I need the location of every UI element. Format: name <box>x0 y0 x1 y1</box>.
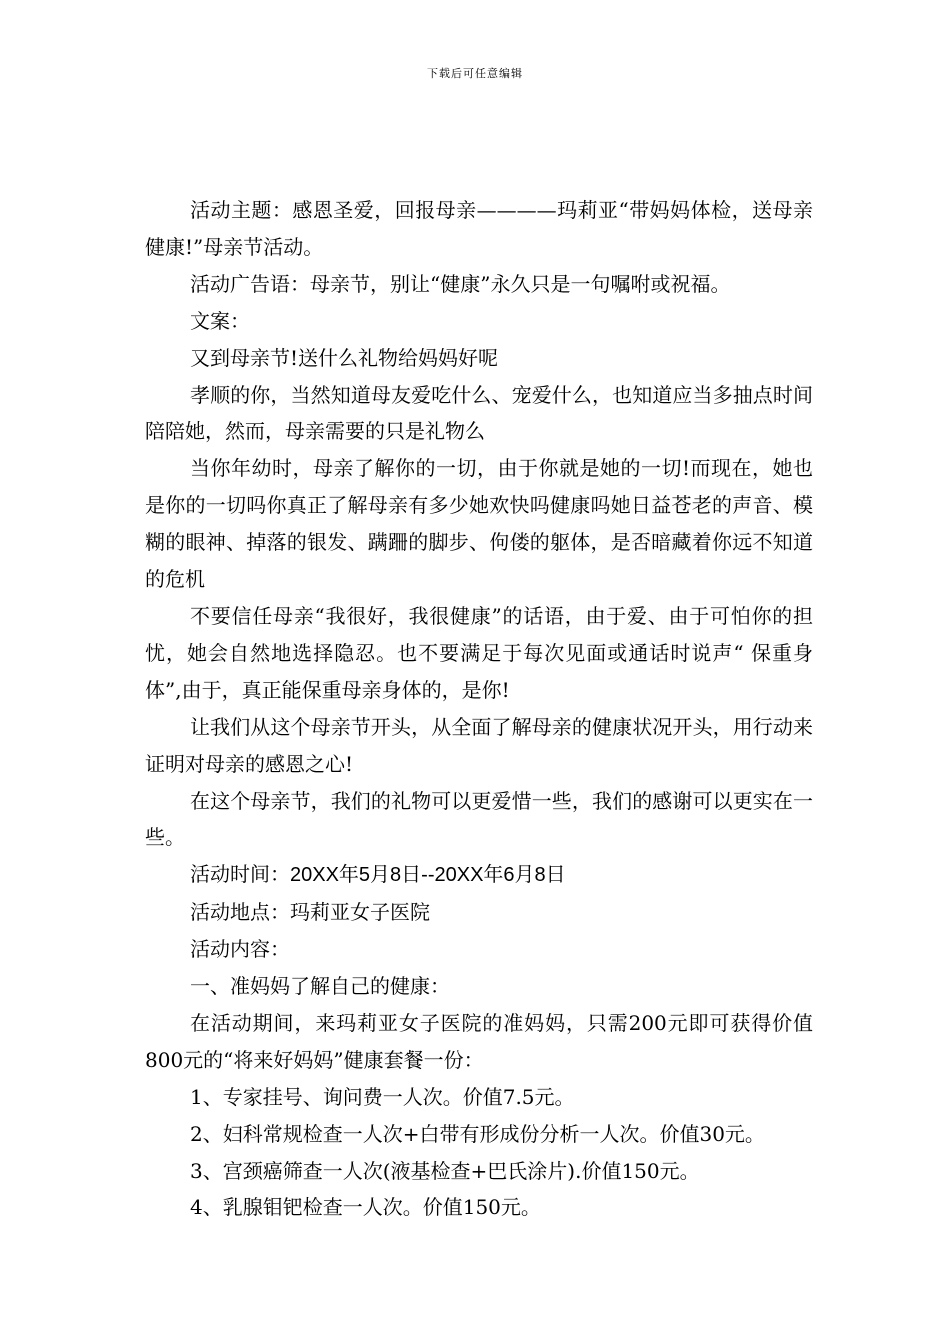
paragraph-offer: 在活动期间，来玛莉亚女子医院的准妈妈，只需200元即可获得价值800元的“将来好妈妈”健康套餐一份： <box>145 1010 813 1072</box>
section-heading: 一、准妈妈了解自己的健康： <box>190 974 450 999</box>
time-value: 20XX年5月8日--20XX年6月8日 <box>290 864 566 887</box>
paragraph-filial: 孝顺的你，当然知道母友爱吃什么、宠爱什么，也知道应当多抽点时间陪陪她，然而，母亲需要的只是礼物么 <box>145 382 813 444</box>
paragraph-time <box>145 856 813 894</box>
list-item: 2、妇科常规检查一人次+白带有形成份分析一人次。价值30元。 <box>190 1121 765 1146</box>
list-item: 3、宫颈癌筛查一人次(液基检查+巴氏涂片).价值150元。 <box>190 1158 700 1183</box>
list-item: 1、专家挂号、询问费一人次。价值7.5元。 <box>190 1084 575 1109</box>
list-item: 4、乳腺钼钯检查一人次。价值150元。 <box>190 1195 541 1220</box>
paragraph-gift: 在这个母亲节，我们的礼物可以更爱惜一些，我们的感谢可以更实在一些。 <box>145 788 813 850</box>
paragraph-content-label: 活动内容： <box>190 937 290 962</box>
paragraph-question: 又到母亲节!送什么礼物给妈妈好呢 <box>190 345 499 370</box>
paragraph-copy-label: 文案： <box>190 308 250 333</box>
document-body <box>145 192 813 1226</box>
paragraph-childhood: 当你年幼时，母亲了解你的一切，由于你就是她的一切!而现在，她也是你的一切吗你真正了解母亲有多少她欢快吗健康吗她日益苍老的声音、模糊的眼神、掉落的银发、蹒跚的脚步、佝偻的躯体，是否暗藏着你远不知道的危机 <box>145 456 813 592</box>
page-header-note: 下载后可任意编辑 <box>427 67 523 80</box>
paragraph-theme: 活动主题：感恩圣爱，回报母亲————玛莉亚“带妈妈体检，送母亲健康!”母亲节活动。 <box>145 198 813 259</box>
paragraph-place: 活动地点：玛莉亚女子医院 <box>190 900 430 925</box>
paragraph-slogan: 活动广告语：母亲节，别让“健康”永久只是一句嘱咐或祝福。 <box>190 271 731 296</box>
paragraph-trust: 不要信任母亲“我很好，我很健康”的话语，由于爱、由于可怕你的担忧，她会自然地选择隐忍。也不要满足于每次见面或通话时说声“ 保重身体”,由于，真正能保重母亲身体的，是你! <box>145 603 813 702</box>
paragraph-start: 让我们从这个母亲节开头，从全面了解母亲的健康状况开头，用行动来证明对母亲的感恩之心! <box>145 714 813 776</box>
time-label: 活动时间： <box>190 862 290 887</box>
